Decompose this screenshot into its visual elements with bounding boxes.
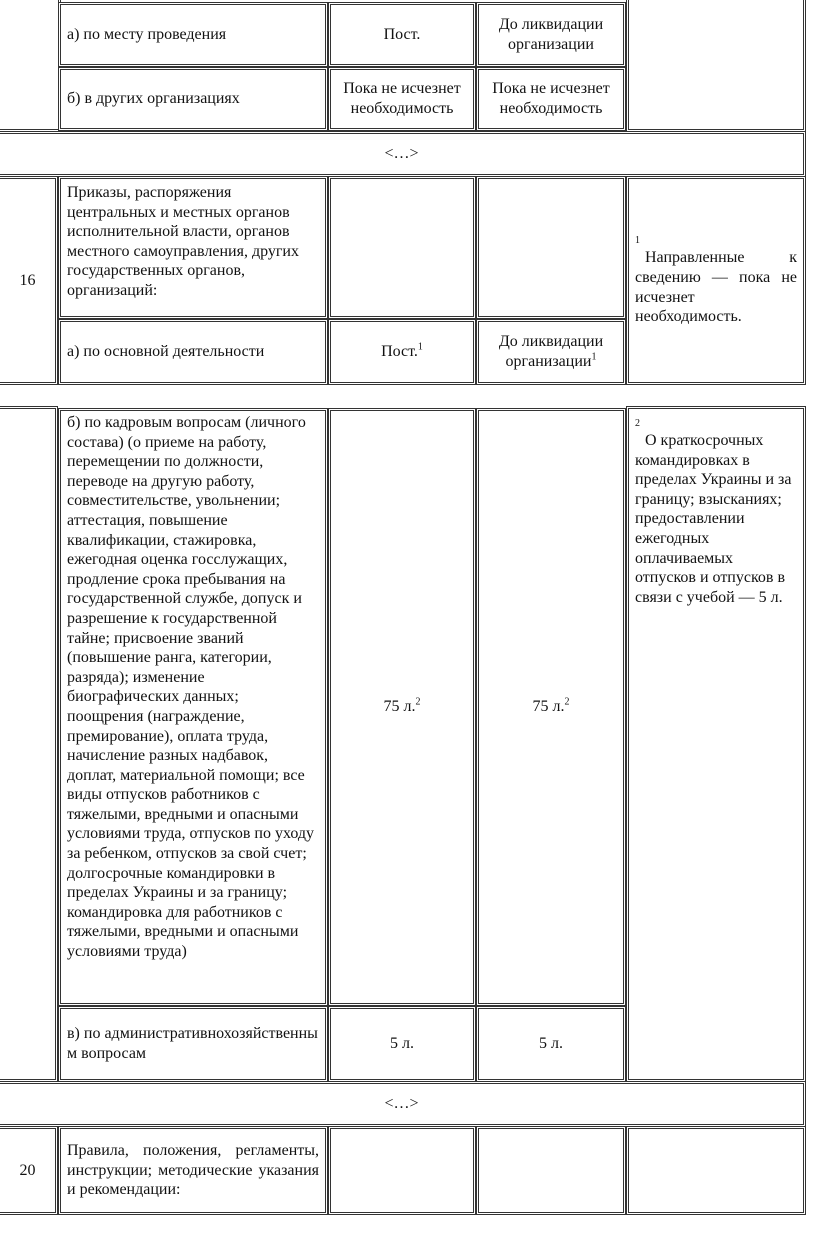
footnote-ref: 1 [591,351,597,363]
cell-text: До ликвидации организации [498,333,604,370]
number-cell [0,176,58,385]
footnote-ref: 1 [417,341,423,353]
number-cell [0,406,58,1082]
ellipsis-text: <…> [384,145,419,163]
cell-text: Пост. [383,25,421,43]
cell-text: б) по кадровым вопросам (личного состава) (о приеме на работу, перемещении по должности, переводе на другую работу, совместительстве, увольнении; аттестация, повышение квалификации, стажировка, ежегодная оценка госслужащих, продление срока пребывания на государственной службе, допуск и разрешение к государственной тайне; присвоение званий (повышение ранга, категории, разряда); изменение биографических данных; поощрения (награждение, премирование), оплата труда, начисление разных надбавок, доплат, материальной помощи; все виды отпусков работников с тяжелыми, вредными и опасными условиями труда, отпусков по уходу за ребенком, отпусков за свой счет; долгосрочные командировки в пределах Украины и за границу; командировка для работников с тяжелыми, вредными и опасными условиями труда) [67,414,315,961]
table-cell [328,1006,476,1082]
ellipsis-row [0,1081,806,1127]
cell-text: в) по административнохозяйственным вопросам [67,1025,318,1062]
table-cell [58,319,328,385]
number-cell [0,0,61,132]
footnote-mark: 1 [635,235,640,247]
table-cell [58,1126,328,1215]
table-cell [476,319,626,385]
cell-text: б) в других организациях [67,90,240,108]
footnote-ref: 2 [564,696,570,708]
cell-text: 75 л. [383,698,416,716]
table-cell [328,408,476,1006]
row-number: 20 [19,1161,36,1179]
table-cell [328,67,476,131]
note-cell [626,406,806,1082]
cell-text: 5 л. [390,1035,414,1053]
note-cell [626,0,806,132]
table-cell [328,176,476,319]
table-cell [58,67,328,131]
footnote-text: Направленные к сведению — пока не исчезнет необходимость. [635,249,797,326]
table-cell [58,176,328,319]
table-cell [476,176,626,319]
cell-text: 5 л. [539,1035,563,1053]
table-cell [626,1126,806,1215]
footnote-text: О краткосрочных командировках в пределах Украины и за границу; взысканиях; предоставлении ежегодных оплачиваемых отпусков и отпусков в связи с учебой — 5 л. [635,432,792,606]
table-cell [58,408,328,1006]
table-cell [58,1006,328,1082]
note-wrap [629,409,803,1079]
cell-text: Пока не исчезнет необходимость [492,80,610,117]
note-wrap [629,179,803,382]
table-cell [328,319,476,385]
note-cell [626,176,806,385]
table-cell [476,2,626,67]
table-cell [328,1126,476,1215]
table-cell [476,1126,626,1215]
table-cell [476,408,626,1006]
table-cell [58,2,328,67]
cell-text: До ликвидации организации [498,15,604,53]
ellipsis-row [0,131,806,177]
cell-text: Пока не исчезнет необходимость [343,80,461,117]
number-cell [0,1126,58,1215]
cell-text: Пост. [381,343,418,361]
footnote-mark: 2 [635,418,640,429]
table-cell [476,67,626,131]
cell-text: Приказы, распоряжения центральных и местных органов исполнительной власти, органов местного самоуправления, других государственных органов, организаций: [67,184,299,299]
row-number: 16 [19,271,36,289]
ellipsis-text: <…> [384,1095,419,1113]
footnote-ref: 2 [415,696,421,708]
cell-text: а) по месту проведения [67,25,227,43]
table-cell [476,1006,626,1082]
cell-text: 75 л. [532,698,565,716]
cell-text: Правила, положения, регламенты, инструкции; методические указания и рекомендации: [67,1142,319,1199]
table-cell [328,2,476,67]
cell-text: а) по основной деятельности [67,343,265,361]
